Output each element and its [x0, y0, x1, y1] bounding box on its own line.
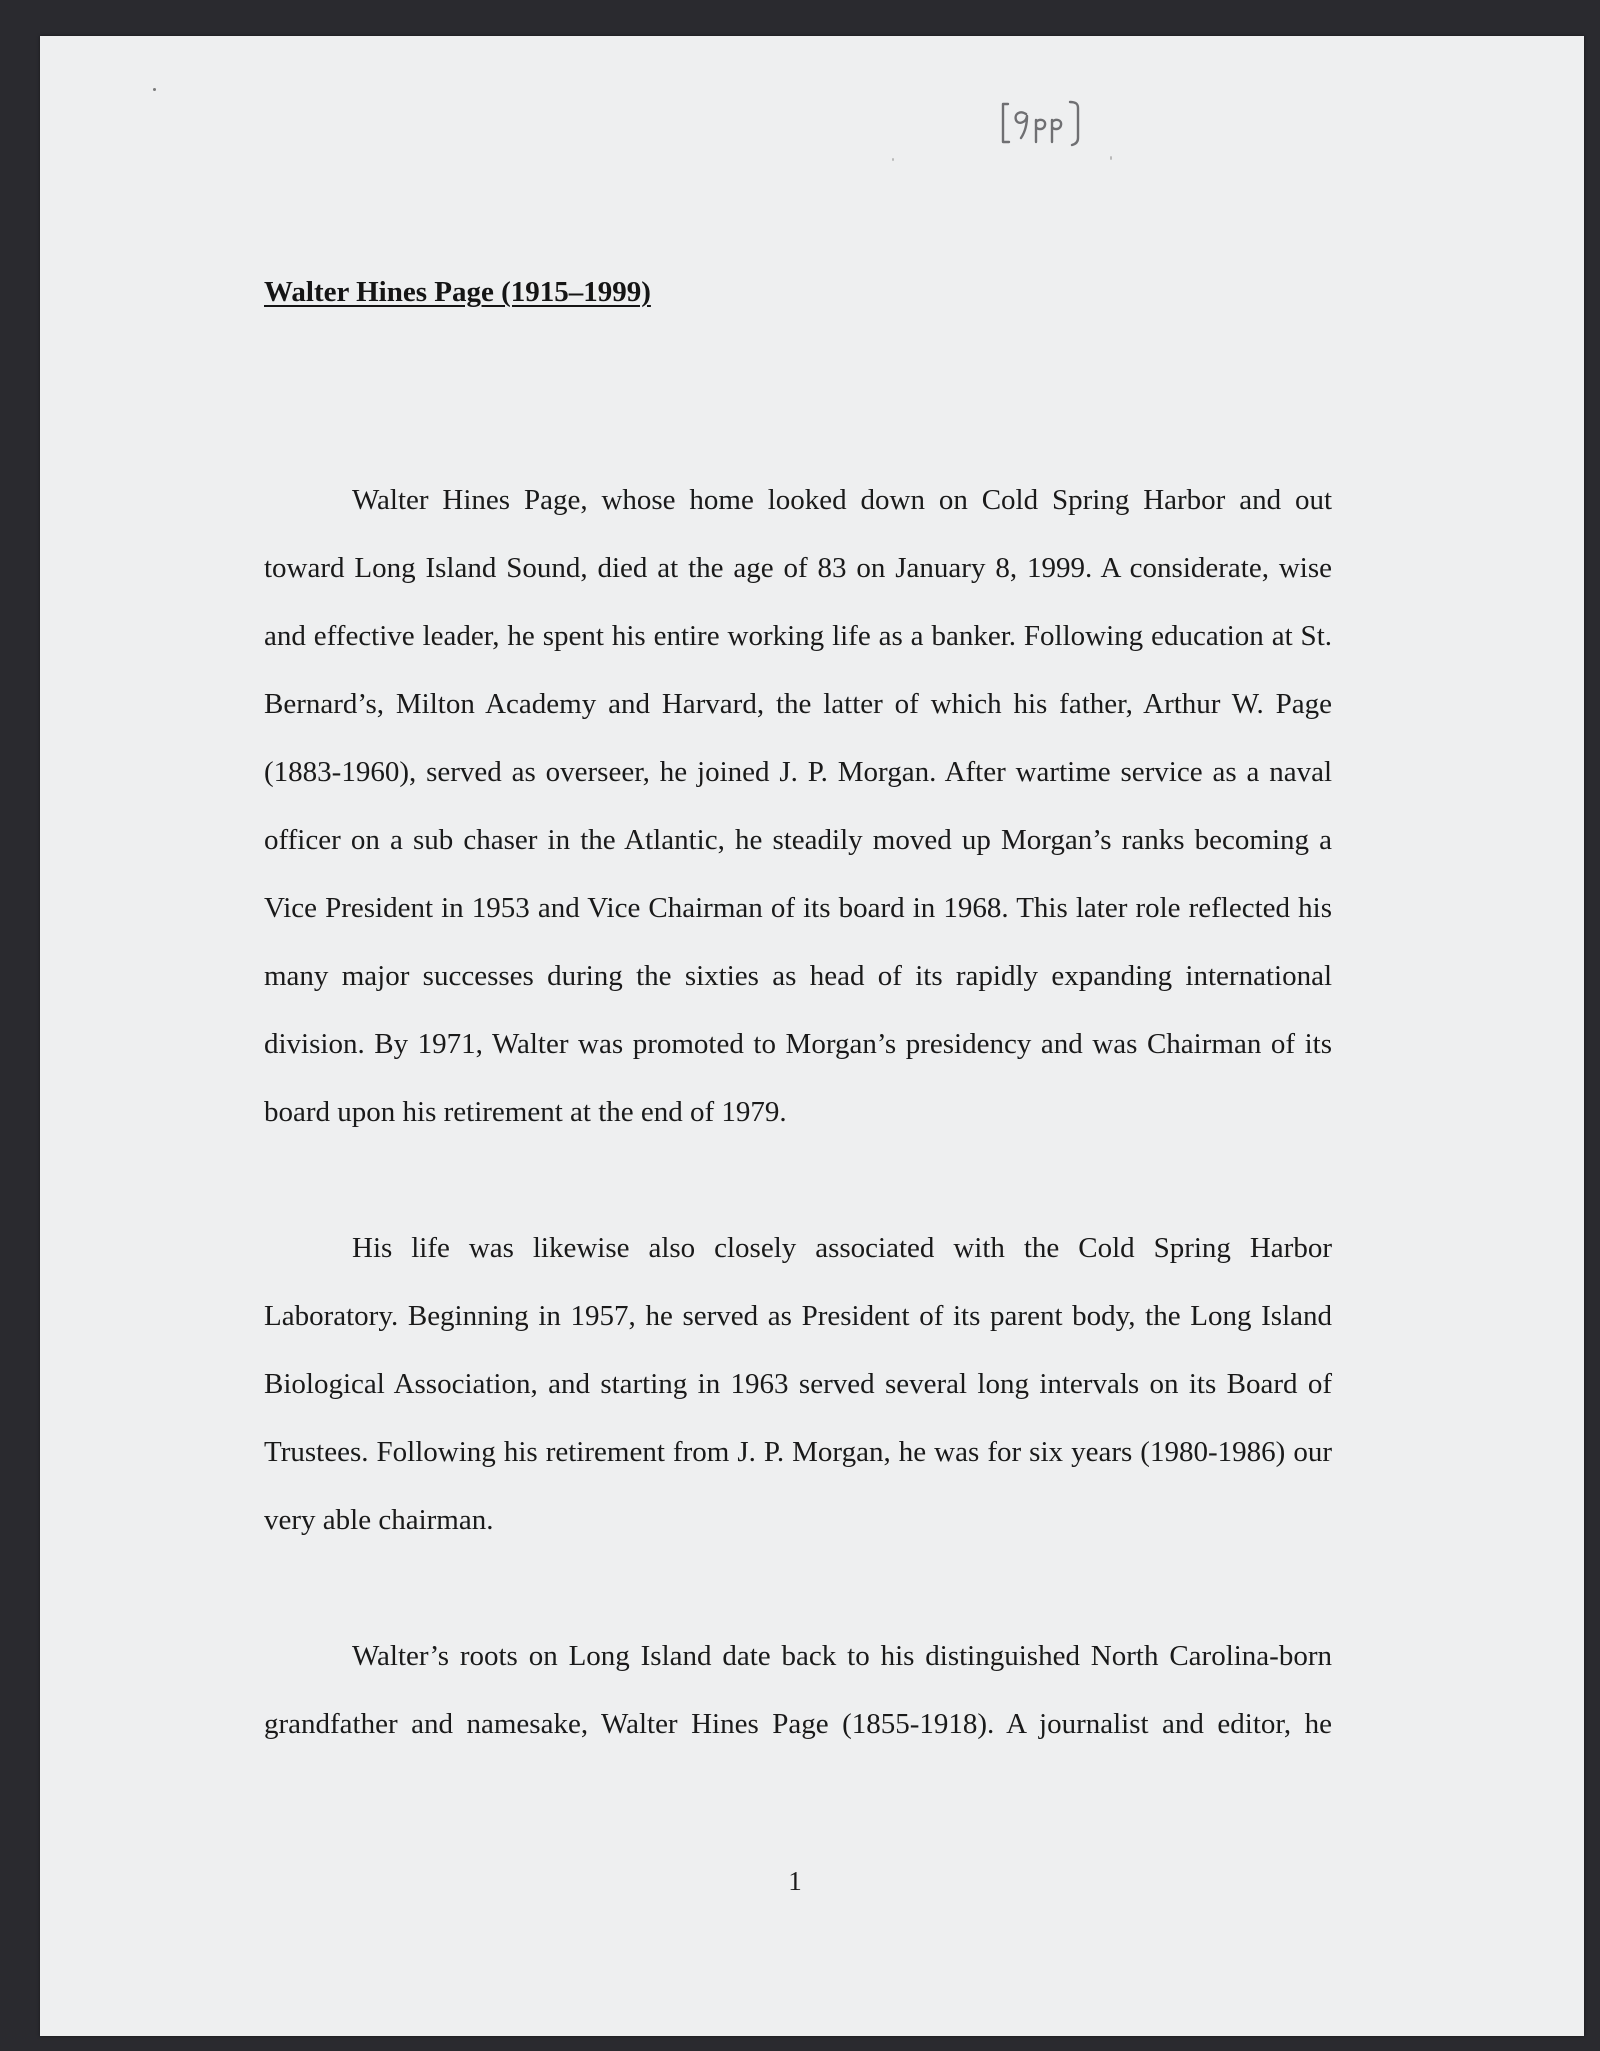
page-number: 1 — [788, 1866, 802, 1896]
paper-speck — [1110, 156, 1112, 160]
body-paragraph-1: Walter Hines Page, whose home looked down on Cold Spring Harbor and out toward Long Island Sound, died at the age of 83 on January 8, 1999. A considerate, wise and effective leader, he spent his entire working life as a banker. Following education at St. Bernard’s, Milton Academy and Harvard, the latter of which his father, Arthur W. Page (1883-1960), served as overseer, he joined J. P. Morgan. After wartime service as a naval officer on a sub chaser in the Atlantic, he steadily moved up Morgan’s ranks becoming a Vice President in 1953 and Vice Chairman of its board in 1968. This later role reflected his many major successes during the sixties as head of its rapidly expanding international division. By 1971, Walter was promoted to Morgan’s presidency and was Chairman of its board upon his retirement at the end of 1979. — [264, 484, 1332, 1128]
handwritten-page-count-note — [998, 98, 1084, 148]
document-page — [40, 36, 1584, 2036]
paper-speck — [153, 88, 156, 91]
body-paragraph-2: His life was likewise also closely associated with the Cold Spring Harbor Laboratory. Beginning in 1957, he served as President of its parent body, the Long Island Biological Association, and starting in 1963 served several long intervals on its Board of Trustees. Following his retirement from J. P. Morgan, he was for six years (1980-1986) our very able chairman. — [264, 1232, 1332, 1536]
paper-speck — [892, 158, 894, 161]
body-paragraph-3: Walter’s roots on Long Island date back to his distinguished North Carolina-born grandfather and namesake, Walter Hines Page (1855-1918). A journalist and editor, he — [264, 1640, 1332, 1740]
document-title: Walter Hines Page (1915–1999) — [264, 276, 651, 308]
